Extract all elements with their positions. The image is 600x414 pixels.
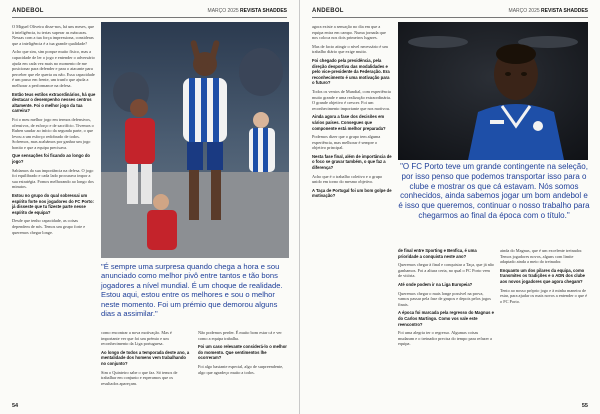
header-rule xyxy=(12,17,287,18)
issue-publication: REVISTA SHADDES xyxy=(541,8,588,14)
interview-answer: Acho que sim, sim porque muito físico, mas a capacidade de ler o jogo e entender o adversário ajuda em cada vez mais no momento de me posicionar para defender e para o atacante para perceber que ele queria ou não. Essa capacidade é um passo em frente, um trunfo que ajuda a melhorar a performance na defesa. xyxy=(12,49,95,88)
interview-question: Então teus estilos extraordinários, há que destacar o desempenho nesses centros altamente. Foi o melhor jogo da tua carreira? xyxy=(12,91,96,114)
issue-label xyxy=(208,8,287,14)
interview-answer: Não podemos perder. É muito bom estar cá e ver como a equipa trabalha. xyxy=(198,330,282,341)
section-title: ANDEBOL xyxy=(12,8,44,14)
interview-answer: Desde que tenho capacidade, as coisas dependem de nós. Temos um grupo forte e queremos chegar longe. xyxy=(12,218,86,235)
interview-answer: Sim o Quinteiro sabe o que faz. Só temos de trabalhar em conjunto e esperamos que os resultados apareçam. xyxy=(101,369,178,386)
interview-question: Enquanto um dos pilares da equipa, como transmites os tradições e o ADN dos clube aos novos jogadores que agora chegam? xyxy=(500,267,586,284)
interview-answer: Todos os ventos de Mundial, com experiência muito grande e uma realização extraordinária. O grande objetivo é crescer. Foi um reconhecimento importante que nos motivou. xyxy=(312,88,391,111)
left-column-3-bottom xyxy=(198,330,290,400)
interview-question: A Taça de Portugal foi um bom golpe de motivação? xyxy=(312,187,392,199)
issue-label xyxy=(509,8,588,14)
page-number-right: 55 xyxy=(581,403,588,409)
handball-action-photo xyxy=(101,22,289,258)
interview-answer: Tento ao nosso próprio jogo e à minha maneira de estar, para ajudar os mais novos a entender o que é o FC Porto. xyxy=(500,287,588,304)
issue-date: MARÇO 2025 xyxy=(508,8,540,14)
interview-answer: Foi o meu melhor jogo em termos defensivos, ofensivos, de esforço e de sacrifício. Tivemos o Ruben saudar ao início da segunda parte, o que levou a um esforço redobrado de todos. Sofremos, mas acabámos por ganhar um jogo bonito e que a equipa precisava. xyxy=(12,116,94,150)
right-column-0 xyxy=(312,24,392,404)
issue-publication: REVISTA SHADDES xyxy=(240,8,287,14)
interview-question: Ainda agora a fase dos decisões em vários países. Consegues que componente está melhor preparada? xyxy=(312,114,386,131)
interview-answer: Queremos chegar à final e conquistar a Taça, que já não ganhamos. Foi a altura certa, no qual o FC Porto vem de vitória. xyxy=(398,262,494,279)
right-page xyxy=(300,0,600,414)
interview-question: Estou no grupo do qual sobressai um espírito forte nos jogadores do FC Porto: já disseste que tu fizeste parte nesse espírito de equipa? xyxy=(12,193,94,215)
interview-question: Foi chegado pela presidência, pela direção desportiva das modalidades e pelo vice-presidente da Federação. Era reconhecimento é uma motivação para o futuro? xyxy=(312,57,390,86)
interview-answer: O Miguel Oliveira disse-nos, há uns meses, que à inteligência, tu terias superar as máscaras. Nessas com a tua força impressiona, consideras que a inteligência é a tua grande qualidade? xyxy=(12,24,94,46)
pull-quote: "O FC Porto teve um grande contingente na seleção, por isso penso que podemos transportar isso para o clube e mostrar os que cá estavam. Nós somos conhecidos, ainda sabemos jogar um bom andebol e é isso que queremos, continuar o nosso trabalho para chegarmos ao final da época com o título." xyxy=(398,162,590,220)
left-page-header xyxy=(12,6,287,16)
interview-answer: Foi uma alegria ter o regresso. Algumas coisas mudaram e o treinador precisa do tempo para refazer a equipa. xyxy=(398,330,492,347)
interview-question: Que sensações foi ficando ao longo do jogo? xyxy=(12,153,90,165)
interview-answer: Foi algo bastante especial, algo de surpreendente, algo que agradeço muito a todos. xyxy=(198,363,284,375)
interview-question: de final entre Sporting e Benfica, é uma prioridade a conquista neste ano? xyxy=(398,248,477,259)
player-portrait-photo xyxy=(398,22,588,160)
interview-question: Até onde podem ir na Liga Europeia? xyxy=(398,281,473,287)
right-column-2 xyxy=(500,248,590,398)
page-number-left: 54 xyxy=(12,403,19,409)
interview-answer: Acho que é o trabalho coletivo e o grupo unido em torno do mesmo objetivo. xyxy=(312,173,383,185)
interview-answer: Queremos chegar o mais longe possível na prova, vamos passar pela fase de grupos e depois pelos jogos finais. xyxy=(398,290,491,307)
interview-answer: como encontrar a nova motivação. Mas é importante ver que foi um prémio e um reconhecimento da Liga portuguesa. xyxy=(101,330,172,347)
interview-question: A época foi marcada pela regresso do Magnus e do Carlos Martingo. Como vos vale este reencontro? xyxy=(398,310,494,327)
interview-answer: Sabíamos da sua importância na defesa. O jogo foi equilibrado e cada lado procurava impor a sua estratégia. Fomos melhorando ao longo dos minutos. xyxy=(12,167,94,190)
issue-date: MARÇO 2025 xyxy=(207,8,239,14)
pull-quote: "É sempre uma surpresa quando chega a hora e sou anunciado como melhor pivô entre tantos e tão bons jogadores a nível mundial. É um choque de realidade. Estou aqui, estou entre os melhores e sou o melhor neste momento. Foi um prémio que demorou alguns dias a assimilar." xyxy=(101,262,283,319)
interview-answer: Podemos dizer que o grupo tem alguma experiência, mas melhorar é sempre o objetivo principal. xyxy=(312,134,381,151)
interview-question: Ao longo de todos a temporada deste ano, a mentalidade dos homens vem trabalhando no conjunto? xyxy=(101,349,190,366)
interview-question: Foi um caso relevante considerá-lo o melhor do momento. Que sentimentos lhe ocorreram? xyxy=(198,344,287,361)
left-column-1 xyxy=(12,24,96,396)
interview-answer: agora existe a sensação no dia em que a equipa entra em campo. Numa jornada que nos coloca nos dois primeiros lugares. xyxy=(312,24,386,41)
player-portrait-image xyxy=(398,22,588,160)
header-rule xyxy=(312,17,588,18)
right-column-1 xyxy=(398,248,494,398)
section-title: ANDEBOL xyxy=(312,8,344,14)
interview-answer: Mas de facto atingir o nível necessário é um trabalho diário que exige muito. xyxy=(312,43,388,55)
right-page-header xyxy=(312,6,588,16)
interview-question: Nesta fase final, além de importância de o foco se gravar também, o que faz a diferença? xyxy=(312,153,392,171)
left-column-2-bottom xyxy=(101,330,191,400)
interview-answer: ainda do Magnus, que é um excelente treinador. Temos jogadores novos, alguns com limite adaptado ainda a meio do treinador. xyxy=(500,248,583,265)
handball-action-image xyxy=(101,22,289,258)
